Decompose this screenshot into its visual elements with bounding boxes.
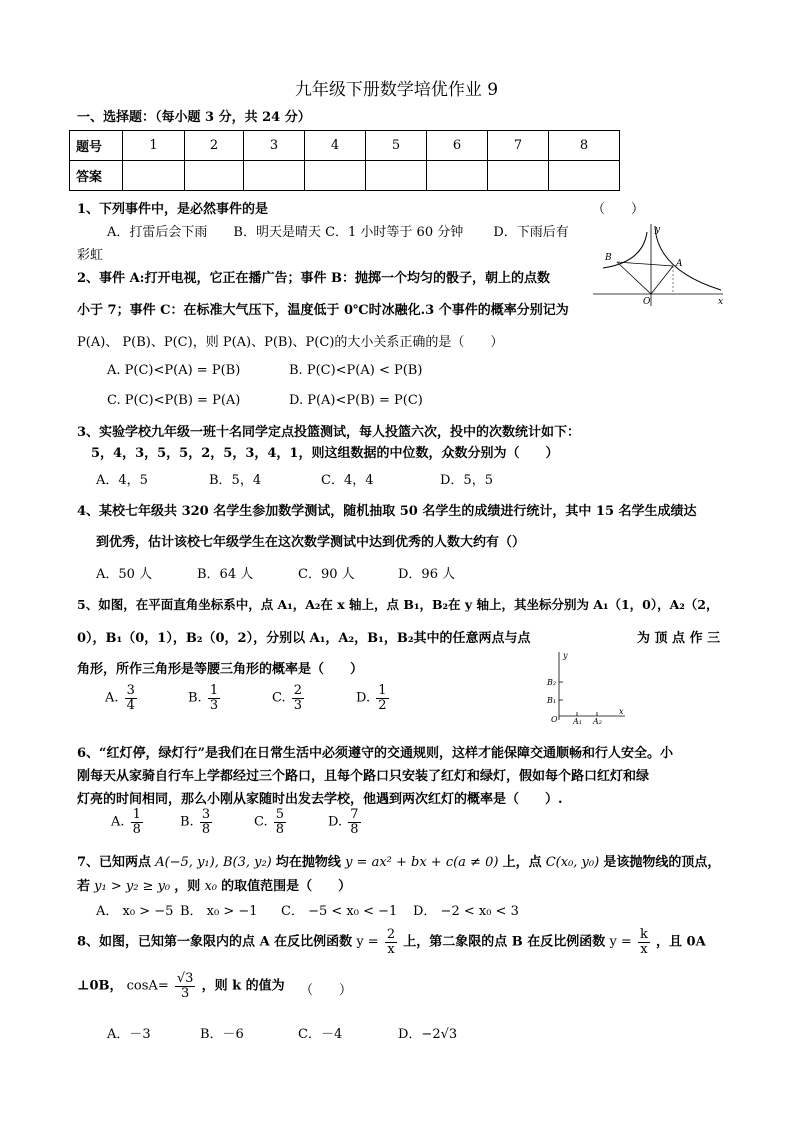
label-y: y <box>563 651 568 660</box>
q4-option-c: C．90 人 <box>298 567 355 582</box>
q3-option-b: B．5，4 <box>209 473 262 488</box>
q5-line2b: 为 顶 点 作 三 <box>637 631 721 646</box>
q8-paren: （ ） <box>300 983 353 998</box>
q6-line3: 灯亮的时间相同，那么小刚从家随时出发去学校，他遇到两次红灯的概率是（ ）. <box>77 792 563 807</box>
q2-option-b: B. P(C)<P(A) < P(B) <box>289 363 423 378</box>
q5-line1: 5、如图，在平面直角坐标系中，点 A₁，A₂在 x 轴上，点 B₁，B₂在 y 轴上，其坐标分别为 A₁（1，0），A₂（2， <box>77 597 719 612</box>
q4-option-b: B．64 人 <box>197 567 254 582</box>
answer-cell[interactable] <box>366 161 427 191</box>
q7-line2: 若 y₁ > y₂ ≥ y₀ ，则 x₀ 的取值范围是（ ） <box>77 879 352 894</box>
q7-option-c: C． −5 < x₀ < −1 <box>281 904 398 919</box>
q7-option-a: A． x₀ > −5 <box>96 904 174 919</box>
answer-cell[interactable] <box>305 161 366 191</box>
q7-option-d: D． −2 < x₀ < 3 <box>413 904 519 919</box>
number-cell: 3 <box>244 131 305 161</box>
table-row <box>70 161 620 191</box>
q5-line3: 角形，所作三角形是等腰三角形的概率是（ ） <box>77 662 364 677</box>
q1-options: A．打雷后会下雨 B．明天是晴天 C．1 小时等于 60 分钟 D．下雨后有 <box>107 225 569 240</box>
number-cell: 1 <box>123 131 185 161</box>
q8-line2: ⊥0B， cosA= $\frac{√3}{3}$ ，则 k 的值为 <box>77 971 285 1001</box>
q8-figure <box>593 222 725 308</box>
label-o: O <box>551 715 558 724</box>
segment-oa <box>651 266 673 294</box>
answer-cell[interactable] <box>244 161 305 191</box>
q3-option-c: C．4，4 <box>321 473 374 488</box>
q5-figure <box>545 648 627 724</box>
q7-line1: 7、已知两点 A(−5, y₁), B(3, y₂) 均在抛物线 y = ax² + bx + c(a ≠ 0) 上，点 C(x₀, y₀) 是该抛物线的顶点， <box>77 855 721 870</box>
q1-continued: 彩虹 <box>77 248 104 263</box>
q7-option-b: B． x₀ > −1 <box>180 904 258 919</box>
number-cell: 6 <box>427 131 488 161</box>
row-label-number: 题号 <box>70 131 123 161</box>
q4-line1: 4、某校七年级共 320 名学生参加数学测试，随机抽取 50 名学生的成绩进行统计，其中 15 名学生成绩达 <box>77 504 697 519</box>
q7-vertex: C(x₀, y₀) <box>545 855 600 870</box>
q3-line1: 3、实验学校九年级一班十名同学定点投篮测试，每人投篮六次，投中的次数统计如下： <box>77 425 581 440</box>
q1-stem: 1、下列事件中，是必然事件的是 <box>77 202 269 217</box>
q4-option-d: D．96 人 <box>398 567 456 582</box>
q2-option-a: A. P(C)<P(A) = P(B) <box>107 363 241 378</box>
answer-cell[interactable] <box>185 161 244 191</box>
q6-option-a: A. $\frac{1}{8}$ <box>111 807 141 837</box>
q1-paren: （ ） <box>592 202 645 217</box>
q2-option-c: C. P(C)<P(B) = P(A) <box>107 393 241 408</box>
q7-condition: y₁ > y₂ ≥ y₀ <box>94 879 171 894</box>
hyperbola-first <box>655 226 721 290</box>
q2-line2: 小于 7；事件 C：在标准大气压下，温度低于 0℃时冰融化.3 个事件的概率分别记为 <box>77 303 569 318</box>
label-b2: B₂ <box>547 678 557 687</box>
answer-table <box>69 130 620 191</box>
number-cell: 4 <box>305 131 366 161</box>
q6-line2: 刚每天从家骑自行车上学都经过三个路口，且每个路口只安装了红灯和绿灯，假如每个路口红灯和绿 <box>77 769 650 784</box>
label-o: O <box>643 297 651 307</box>
row-label-answer: 答案 <box>70 161 123 191</box>
label-b: B <box>605 253 612 263</box>
q8-option-d: D．−2√3 <box>398 1027 458 1042</box>
q6-option-b: B. $\frac{3}{8}$ <box>180 807 211 837</box>
q6-option-d: D. $\frac{7}{8}$ <box>328 807 359 837</box>
answer-cell[interactable] <box>123 161 185 191</box>
number-cell: 7 <box>488 131 549 161</box>
q8-line1: 8、如图，已知第一象限内的点 A 在反比例函数 y = $\frac{2}{x}$ 上，第二象限的点 B 在反比例函数 y = $\frac{k}{x}$ ，且 0A <box>77 927 706 957</box>
section-heading: 一、选择题：（每小题 3 分，共 24 分） <box>77 110 311 125</box>
q5-option-c: C. $\frac{2}{3}$ <box>272 683 303 713</box>
q5-option-a: A. $\frac{3}{4}$ <box>105 683 135 713</box>
segment-ab <box>617 262 673 266</box>
q2-line3: P(A)、 P(B)、P(C)，则 P(A)、P(B)、P(C)的大小关系正确的是（ ） <box>77 335 504 350</box>
q4-option-a: A．50 人 <box>96 567 153 582</box>
q5-line2a: 0），B₁（0，1），B₂（0，2），分别以 A₁，A₂，B₁，B₂其中的任意两点与点 <box>77 631 531 646</box>
q2-option-d: D. P(A)<P(B) = P(C) <box>289 393 423 408</box>
q5-option-b: B. $\frac{1}{3}$ <box>188 683 219 713</box>
q7-equation: y = ax² + bx + c(a ≠ 0) <box>345 855 499 870</box>
q3-option-a: A．4，5 <box>96 473 148 488</box>
q4-line2: 到优秀，估计该校七年级学生在这次数学测试中达到优秀的人数大约有（） <box>96 535 526 550</box>
page-title: 九年级下册数学培优作业 9 <box>294 80 499 100</box>
answer-cell[interactable] <box>488 161 549 191</box>
q2-line1: 2、事件 A:打开电视，它正在播广告；事件 B：抛掷一个均匀的骰子，朝上的点数 <box>77 271 550 286</box>
q5-option-d: D. $\frac{1}{2}$ <box>356 683 387 713</box>
number-cell: 2 <box>185 131 244 161</box>
label-x: x <box>619 707 624 716</box>
table-row <box>70 131 620 161</box>
q6-line1: 6、“红灯停，绿灯行”是我们在日常生活中必须遵守的交通规则，这样才能保障交通顺畅和行人安全。小 <box>77 746 674 761</box>
q3-option-d: D．5，5 <box>440 473 493 488</box>
q8-option-a: A．－3 <box>107 1027 151 1042</box>
number-cell: 8 <box>549 131 620 161</box>
answer-cell[interactable] <box>549 161 620 191</box>
q8-option-c: C．－4 <box>298 1027 343 1042</box>
segment-ob <box>617 262 651 294</box>
q7-points: A(−5, y₁), B(3, y₂) <box>155 855 272 870</box>
q3-line2: 5，4，3，5，5，2，5，3，4，1，则这组数据的中位数，众数分别为（ ） <box>91 446 559 461</box>
q8-option-b: B．－6 <box>200 1027 244 1042</box>
label-x: x <box>718 297 724 307</box>
label-a1: A₁ <box>573 717 582 724</box>
number-cell: 5 <box>366 131 427 161</box>
label-b1: B₁ <box>547 696 557 705</box>
answer-cell[interactable] <box>427 161 488 191</box>
q6-option-c: C. $\frac{5}{8}$ <box>254 807 285 837</box>
label-a: A <box>676 259 683 269</box>
label-a2: A₂ <box>593 717 602 724</box>
label-y: y <box>655 225 661 235</box>
